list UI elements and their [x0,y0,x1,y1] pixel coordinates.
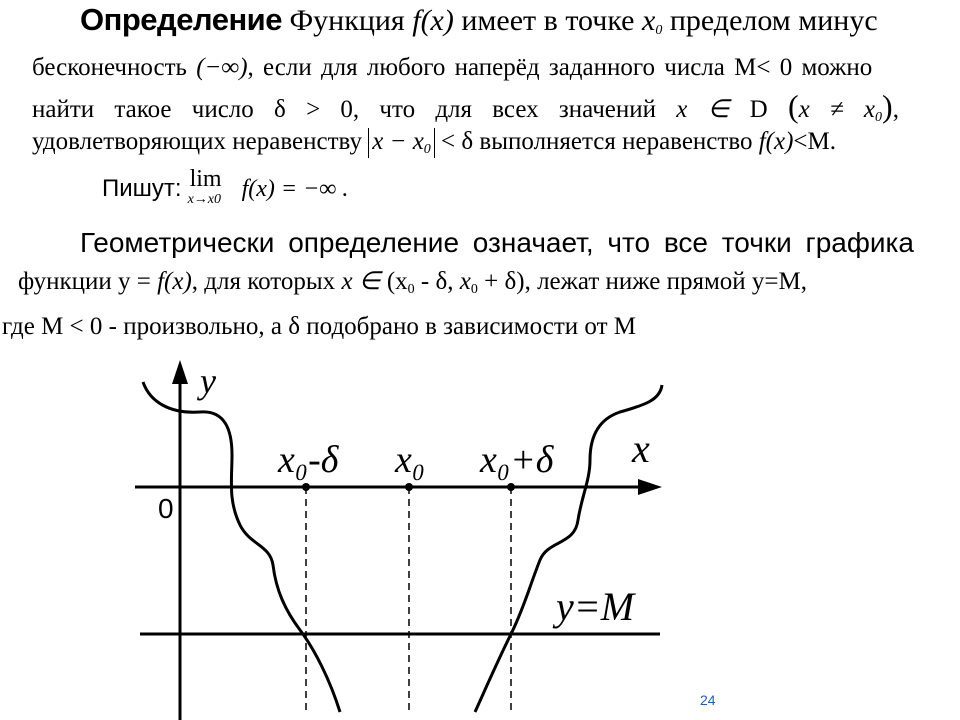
math-x-in: x ∈ [341,268,381,295]
math-condition: $x \ne x_0$ [798,96,883,125]
y-axis-arrow [172,360,188,384]
text: удовлетворяющих неравенству [32,128,362,155]
label-y-equals-M: y=M [556,584,635,629]
text: Геометрически определение означает, что все точки графика [80,227,914,258]
text: Функция [289,4,405,37]
text: функции y = [18,268,151,295]
math-limit: lim x→x0 [187,166,222,207]
point-mid [405,483,413,491]
definition-term: Определение [80,2,282,37]
math-limit-expr: f(x) = −∞ . [241,176,349,202]
text: бесконечность [32,54,187,81]
text: найти такое число δ > 0, что для всех значений [32,96,657,123]
curve-left [143,382,340,712]
math-fx: f(x) [157,268,192,295]
x-axis-arrow [638,479,662,495]
point-right [507,483,515,491]
label-x0-minus-delta: x₀-δ [278,439,339,481]
math-minus-infinity: (−∞) [196,54,248,81]
text: + δ), лежат ниже прямой y=M, [484,268,807,295]
y-axis-label: y [200,361,216,401]
math-abs: $x - x_0$ [368,128,435,158]
text: пределом минус [669,4,878,37]
text: D [749,96,768,123]
math-x0: $x_0$ [642,4,663,38]
math-interval-end: $x_0$ [459,268,478,297]
text: , для которых [191,268,336,295]
text: <M. [793,128,836,155]
origin-label: 0 [158,493,174,524]
math-fx: f(x) [412,4,454,37]
text: , если для любого наперёд заданного числа M< 0 можно [247,54,873,81]
x-axis-label: x [632,426,650,471]
label-x0-plus-delta: x₀+δ [480,439,554,481]
text: имеет в точке [461,4,635,37]
math-x-in: x ∈ [676,96,730,123]
text: где M < 0 - произвольно, а δ подобрано в зависимости от M [2,313,636,340]
text: - δ, [420,268,454,295]
text: Пишут: [102,175,182,202]
label-x0: x₀ [395,439,426,481]
definition-line-3: найти такое число δ > 0, что для всех значений x ∈ D $(x \ne x_0)$, [32,88,899,125]
math-interval-start: ($x_0$ [386,268,415,297]
math-fx: f(x) [758,128,794,155]
page-number: 24 [700,692,716,708]
point-left [302,483,310,491]
text: < δ выполняется неравенство [441,128,753,155]
